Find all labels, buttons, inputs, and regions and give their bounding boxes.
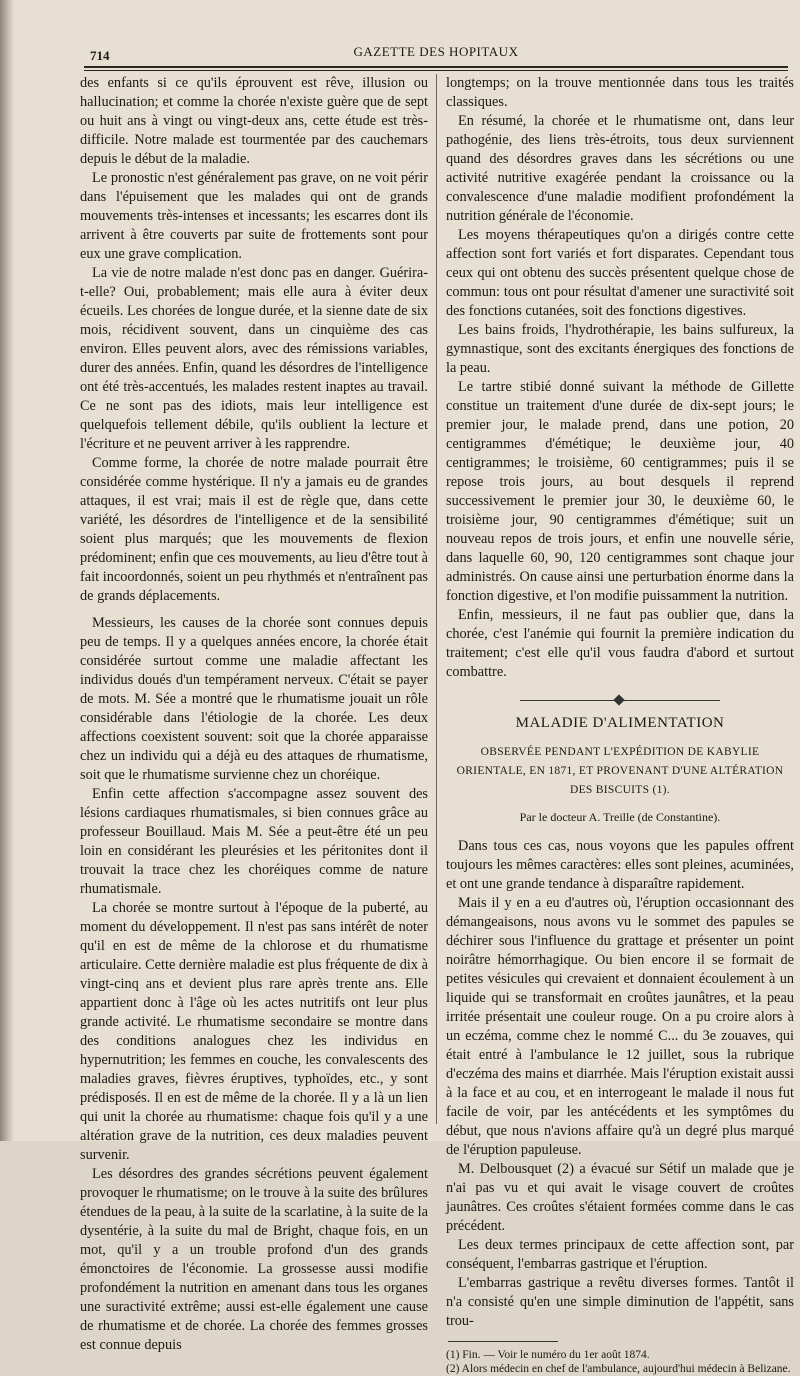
paragraph: Les deux termes principaux de cette affection sont, par conséquent, l'embarras gastrique et l'éruption.: [446, 1237, 794, 1272]
header-rule: [84, 66, 788, 68]
paragraph: Les bains froids, l'hydrothérapie, les bains sulfureux, la gymnastique, sont des excitants énergiques des fonctions de la peau.: [446, 322, 794, 376]
paragraph: Le pronostic n'est généralement pas grave, on ne voit périr dans l'épuisement que les malades qui ont de grands mouvements très-intenses et incessants; les escarres dont ils arrivent à être couverts par suite de frottements sont pour eux une grave complication.: [80, 170, 428, 262]
binding-gutter: [0, 0, 14, 1141]
paragraph: Dans tous ces cas, nous voyons que les papules offrent toujours les mêmes caractères: elles sont pleines, acuminées, et ont une grande tendance à disparaître rapidement.: [446, 838, 794, 892]
right-column: [446, 74, 794, 1376]
header-rule-thin: [84, 70, 788, 71]
paragraph: Les désordres des grandes sécrétions peuvent également provoquer le rhumatisme; on le trouve à la suite des brûlures étendues de la peau, à la suite de la scarlatine, à la suite de la dysentérie, à la suite du mal de Bright, chaque fois, en un mot, qu'il y a un trouble profond d'un des grands émonctoires de l'économie. La grossesse aussi modifie profondément la nutrition en amenant dans tous les organes une suractivité extrême; aussi est-elle également une cause de rhumatisme et de chorée. La chorée des femmes grosses est connue depuis: [80, 1166, 428, 1353]
footnote-rule: [448, 1341, 558, 1342]
paragraph: Comme forme, la chorée de notre malade pourrait être considérée comme hystérique. Il n'y a jamais eu de grandes attaques, il est vrai; mais il est de règle que, dans cette variété, les désordres de l'intelligence et de la sensibilité soient plus marqués; que les mouvements de flexion prédominent; enfin que ces mouvements, au lieu d'être tout à fait incoordonnés, soient un peu rhythmés et n'entraînent pas de grands déplacements.: [80, 455, 428, 604]
paragraph: La chorée se montre surtout à l'époque de la puberté, au moment du développement. Il n'est pas sans intérêt de noter qu'il en est de même de la chlorose et du rhumatisme articulaire. Cette dernière maladie est plus fréquente de dix à vingt-cinq ans et devient plus rare après trente ans. Elle appartient donc à l'âge où les actes nutritifs ont leur plus grande activité. Le rhumatisme secondaire se montre dans des conditions analogues chez les individus en hypernutrition; les femmes en couche, les convalescents des maladies graves, fièvres éruptives, typhoïdes, etc., y sont prédisposés. Il en est de même de la chorée. Il y a là un lien qui unit la chorée au rhumatisme: chaque fois qu'il y a une altération grave de la nutrition, ces deux maladies peuvent survenir.: [80, 900, 428, 1163]
paragraph: En résumé, la chorée et le rhumatisme ont, dans leur pathogénie, des liens très-étroits, tous deux surviennent quand des désordres graves dans les sécrétions ou une activité nutritive exagérée pendant la croissance ou la convalescence d'une maladie modifient profondément la nutrition générale de l'économie.: [446, 113, 794, 224]
journal-title: GAZETTE DES HOPITAUX: [353, 44, 519, 59]
paragraph: Messieurs, les causes de la chorée sont connues depuis peu de temps. Il y a quelques années encore, la chorée était considérée surtout comme une maladie affectant les individus doués d'un tempérament nerveux. C'était se payer de mots. M. Sée a montré que le rhumatisme jouait un rôle considérable dans l'étiologie de la chorée. Les deux affections coexistent souvent: soit que la chorée apparaisse chez un individu qui a déjà eu des attaques de rhumatisme, soit que le rhumatisme survienne chez un choréique.: [80, 615, 428, 783]
section-author: Par le docteur A. Treille (de Constantine).: [519, 810, 721, 824]
ornament-diamond-icon: [613, 694, 624, 705]
footnote: (2) Alors médecin en chef de l'ambulance, aujourd'hui médecin à Belizane.: [446, 1363, 791, 1375]
paragraph: longtemps; on la trouve mentionnée dans tous les traités classiques.: [446, 75, 794, 110]
left-column: [80, 74, 428, 1355]
page-header: [84, 40, 788, 66]
paragraph: Mais il y en a eu d'autres où, l'éruption occasionnant des démangeaisons, nous avons vu le sommet des papules se déchirer sous l'influence du grattage et présenter un point noirâtre hémorrhagique. Ou bien encore il se formait de petites vésicules qui crevaient et donnaient écoulement à un liquide qui se transformait en croûtes jaunâtres, et la peau irritée présentait une couleur rouge. On a pu croire alors à un eczéma, comme chez le nommé C... du 3e zouaves, qui était entré à l'ambulance le 12 juillet, sous la rubrique d'eczéma des mains et diarrhée. Mais l'éruption existait aussi à la face et au cou, et en interrogeant le malade il nous fut facile de voir, par les antécédents et les symptômes du début, que nous n'avions affaire qu'à un degré plus marqué de l'éruption papuleuse.: [446, 895, 794, 1158]
paragraph: Enfin, messieurs, il ne faut pas oublier que, dans la chorée, c'est l'anémie qui fournit la première indication du traitement; c'est elle qu'il vous faudra d'abord et surtout combattre.: [446, 607, 794, 680]
footnote: (1) Fin. — Voir le numéro du 1er août 1874.: [446, 1349, 650, 1361]
section-title: MALADIE D'ALIMENTATION: [515, 715, 725, 731]
paragraph: Les moyens thérapeutiques qu'on a dirigés contre cette affection sont fort variés et fort disparates. Cependant tous ceux qui ont obtenu des succès présentent quelque chose de commun: tous ont pour résultat d'amener une suractivité soit des fonctions cutanées, soit des fonctions digestives.: [446, 227, 794, 319]
paragraph: M. Delbousquet (2) a évacué sur Sétif un malade que je n'ai pas vu et qui avait le visage couvert de croûtes jaunâtres. Ces croûtes s'étaient formées comme dans le cas précédent.: [446, 1161, 794, 1234]
paragraph: des enfants si ce qu'ils éprouvent est rêve, illusion ou hallucination; et comme la chorée n'existe guère que de sept ou huit ans à vingt ou vingt-deux ans, cette étude est très-difficile. Notre malade est tourmentée par des cauchemars depuis le début de la maladie.: [80, 75, 428, 167]
paragraph: La vie de notre malade n'est donc pas en danger. Guérira-t-elle? Oui, probablement; mais elle aura à éviter deux écueils. Les chorées de longue durée, et la sienne date de six mois, récidivent souvent, dans un cinquième des cas environ. Elles peuvent alors, avec des rémissions variables, durer des années. Enfin, quand les désordres de l'intelligence ont été très-accentués, les malades restent inaptes au travail. Ce ne sont pas des idiots, mais leur intelligence est quelquefois tellement débile, qu'ils oublient la lecture et l'écriture et ne peuvent arriver à les rapprendre.: [80, 265, 428, 452]
section-ornament: [520, 696, 720, 704]
section-subtitle: OBSERVÉE PENDANT L'EXPÉDITION DE KABYLIE ORIENTALE, EN 1871, ET PROVENANT D'UNE ALTÉRATION DES BISCUITS (1).: [456, 746, 784, 796]
paragraph: L'embarras gastrique a revêtu diverses formes. Tantôt il n'a consisté qu'en une simple diminution de l'appétit, sans trou-: [446, 1275, 794, 1329]
column-divider: [436, 74, 437, 1124]
paragraph: Enfin cette affection s'accompagne assez souvent des lésions cardiaques rhumatismales, si bien connues grâce au professeur Bouillaud. Mais M. Sée a peut-être été un peu loin en considérant les pleurésies et les péritonites dont il trouvait la trace chez les choréiques comme de nature rhumatismale.: [80, 786, 428, 897]
paragraph: Le tartre stibié donné suivant la méthode de Gillette constitue un traitement d'une durée de dix-sept jours; le premier jour, le malade prend, dans une potion, 20 centigrammes d'émétique; le deuxième jour, 40 centigrammes; le troisième, 60 centigrammes; puis il se repose trois jours, au bout desquels il reprend successivement le premier jour 30, le deuxième 60, le troisième jour, 90 centigrammes d'émétique; suit un nouveau repos de trois jours, et enfin une nouvelle série, dans laquelle 60, 90, 120 centigrammes sont chaque jour administrés. On cause ainsi une perturbation énorme dans la fonction digestive, et l'on modifie puissamment la nutrition.: [446, 379, 794, 604]
page-number: 714: [90, 48, 110, 63]
